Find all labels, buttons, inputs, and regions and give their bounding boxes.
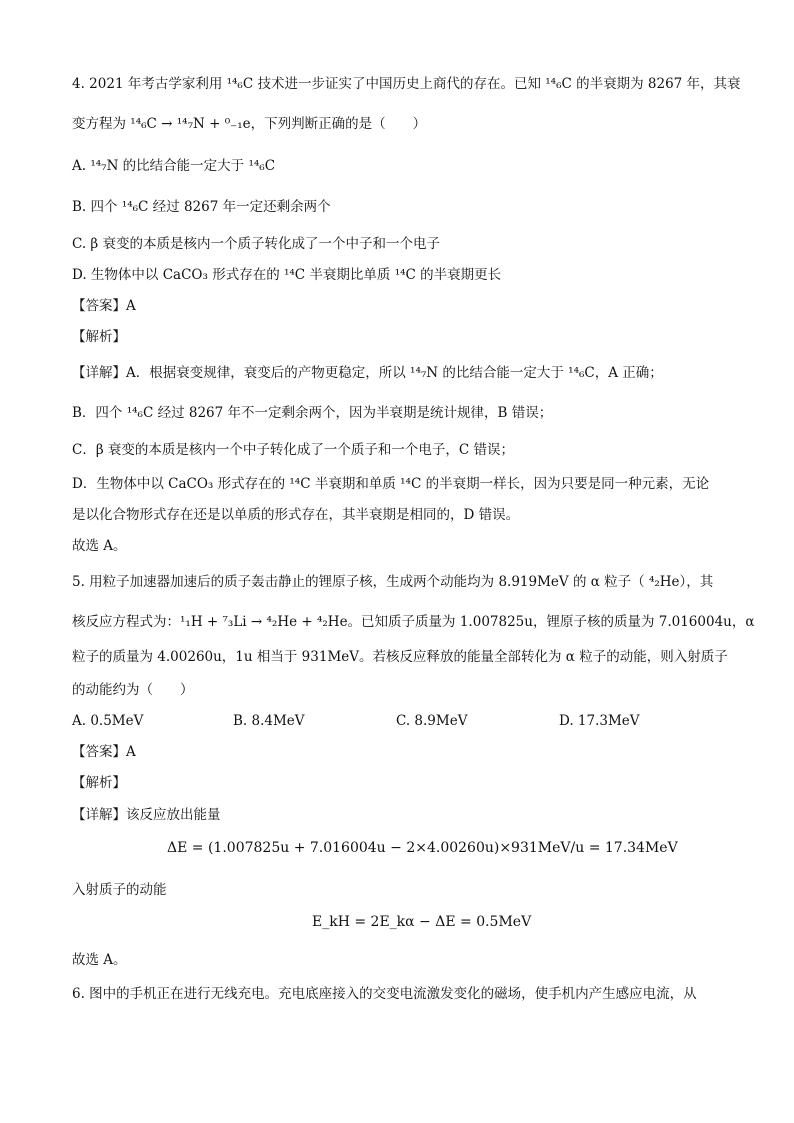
q4-stem-line1: 4. 2021 年考古学家利用 ¹⁴₆C 技术进一步证实了中国历史上商代的存在。已知 ¹⁴₆C 的半衰期为 8267 年，其衰 — [72, 76, 741, 92]
q5-option-a: A. 0.5MeV — [72, 713, 144, 729]
q5-answer: 【答案】A — [72, 744, 136, 760]
q4-option-d: D. 生物体中以 CaCO₃ 形式存在的 ¹⁴C 半衰期比单质 ¹⁴C 的半衰期更长 — [72, 267, 502, 283]
q5-stem-line2: 核反应方程式为：¹₁H + ⁷₃Li → ⁴₂He + ⁴₂He。已知质子质量为 1.007825u，锂原子核的质量为 7.016004u，α — [72, 614, 755, 630]
q4-option-b: B. 四个 ¹⁴₆C 经过 8267 年一定还剩余两个 — [72, 199, 331, 215]
q4-option-c: C. β 衰变的本质是核内一个质子转化成了一个中子和一个电子 — [72, 236, 441, 252]
q5-stem-line4: 的动能约为（ ） — [72, 682, 194, 698]
q6-stem-line1: 6. 图中的手机正在进行无线充电。充电底座接入的交变电流激发变化的磁场，使手机内产生感应电流，从 — [72, 986, 697, 1002]
q4-stem-line2: 变方程为 ¹⁴₆C → ¹⁴₇N + ⁰₋₁e，下列判断正确的是（ ） — [72, 116, 427, 132]
q4-detail-4: D．生物体中以 CaCO₃ 形式存在的 ¹⁴C 半衰期和单质 ¹⁴C 的半衰期一样长，因为只要是同一种元素，无论 — [72, 476, 710, 492]
q5-analysis: 【解析】 — [72, 775, 126, 791]
q5-stem-line1: 5. 用粒子加速器加速后的质子轰击静止的锂原子核，生成两个动能均为 8.919MeV 的 α 粒子（ ⁴₂He），其 — [72, 574, 714, 590]
q5-kinetic-label: 入射质子的动能 — [72, 882, 167, 898]
q5-detail: 【详解】该反应放出能量 — [72, 807, 221, 823]
q4-option-a: A. ¹⁴₇N 的比结合能一定大于 ¹⁴₆C — [72, 158, 276, 174]
q5-stem-line3: 粒子的质量为 4.00260u，1u 相当于 931MeV。若核反应释放的能量全部转化为 α 粒子的动能，则入射质子 — [72, 649, 728, 665]
q5-equation-energy: ΔE = (1.007825u + 7.016004u − 2×4.00260u)×931MeV/u = 17.34MeV — [167, 840, 678, 856]
q4-detail-3: C．β 衰变的本质是核内一个中子转化成了一个质子和一个电子，C 错误； — [72, 442, 515, 458]
q5-option-b: B. 8.4MeV — [233, 713, 305, 729]
q4-detail-5: 是以化合物形式存在还是以单质的形式存在，其半衰期是相同的，D 错误。 — [72, 507, 520, 523]
q5-option-c: C. 8.9MeV — [396, 713, 468, 729]
q5-option-d: D. 17.3MeV — [559, 713, 640, 729]
q4-answer: 【答案】A — [72, 298, 136, 314]
q4-detail-1: 【详解】A．根据衰变规律，衰变后的产物更稳定，所以 ¹⁴₇N 的比结合能一定大于 ¹⁴₆C，A 正确； — [72, 365, 663, 381]
q4-conclusion: 故选 A。 — [72, 538, 127, 554]
q4-analysis: 【解析】 — [72, 329, 126, 345]
q5-equation-kinetic: E_kH = 2E_kα − ΔE = 0.5MeV — [312, 914, 532, 930]
q5-conclusion: 故选 A。 — [72, 952, 127, 968]
q4-detail-2: B．四个 ¹⁴₆C 经过 8267 年不一定剩余两个，因为半衰期是统计规律，B 错误； — [72, 405, 553, 421]
